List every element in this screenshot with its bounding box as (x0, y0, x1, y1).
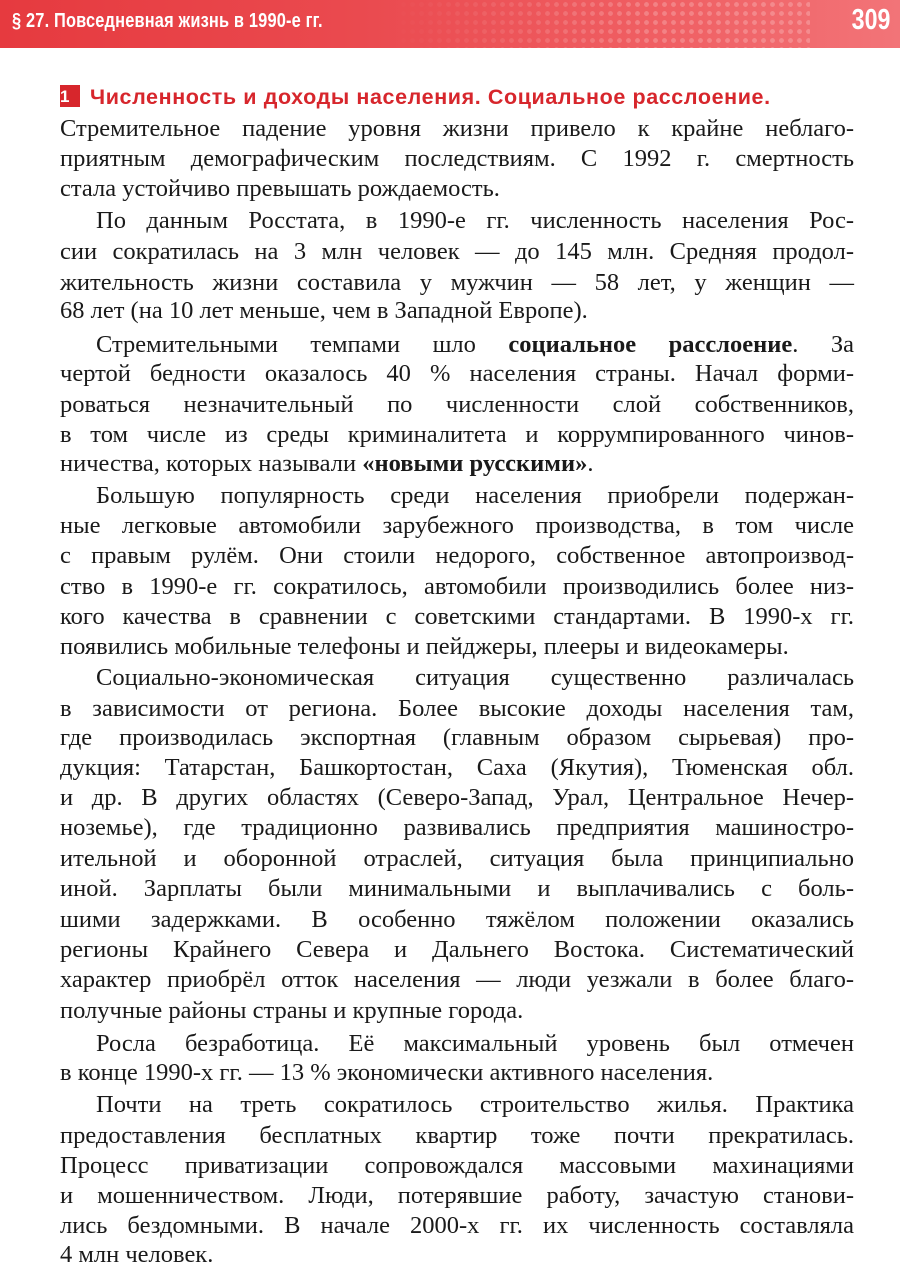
text-line: сии сократилась на 3 млн человек — до 145 млн. Средняя продол- (60, 238, 854, 265)
text-line: ноземье), где традиционно развивались предприятия машиностро- (60, 814, 854, 841)
text-line: ительной и оборонной отраслей, ситуация была принципиально (60, 845, 854, 872)
text-span: . (587, 450, 594, 477)
text-line: Большую популярность среди населения приобрели подержан- (96, 482, 854, 509)
text-line (60, 447, 854, 481)
text-line: получные районы страны и крупные города. (60, 997, 524, 1024)
text-line: Почти на треть сократилось строительство жилья. Практика (96, 1091, 854, 1118)
text-line: 68 лет (на 10 лет меньше, чем в Западной Европе). (60, 297, 588, 324)
text-span: ничества, которых называли (60, 450, 357, 477)
key-term: «новыми русскими» (362, 450, 588, 477)
text-line: и др. В других областях (Северо-Запад, Урал, Центральное Нечер- (60, 784, 854, 811)
text-line: стала устойчиво превышать рождаемость. (60, 175, 500, 202)
text-line: появились мобильные телефоны и пейджеры, плееры и видеокамеры. (60, 633, 789, 660)
text-line: в том числе из среды криминалитета и коррумпированного чинов- (60, 421, 854, 448)
section-title: Численность и доходы населения. Социальное расслоение. (90, 85, 771, 109)
text-line: кого качества в сравнении с советскими стандартами. В 1990-х гг. (60, 603, 854, 630)
text-line: регионы Крайнего Севера и Дальнего Востока. Систематический (60, 936, 854, 963)
text-line: ство в 1990-е гг. сократилось, автомобили производились более низ- (60, 573, 854, 600)
text-line: лись бездомными. В начале 2000-х гг. их численность составляла (60, 1212, 854, 1239)
text-line: иной. Зарплаты были минимальными и выплачивались с боль- (60, 875, 854, 902)
text-line: Процесс приватизации сопровождался массовыми махинациями (60, 1152, 854, 1179)
text-line: По данным Росстата, в 1990-е гг. численность населения Рос- (96, 207, 854, 234)
text-line: ные легковые автомобили зарубежного производства, в том числе (60, 512, 854, 539)
text-line: с правым рулём. Они стоили недорого, собственное автопроизвод- (60, 542, 854, 569)
section-number-badge: 1 (60, 85, 80, 107)
key-term: социальное расслоение (508, 331, 793, 358)
text-line: в конце 1990-х гг. — 13 % экономически активного населения. (60, 1059, 714, 1086)
text-line: в зависимости от региона. Более высокие доходы населения там, (60, 695, 854, 722)
text-line: Росла безработица. Её максимальный уровень был отмечен (96, 1030, 854, 1057)
text-line: предоставления бесплатных квартир тоже почти прекратилась. (60, 1122, 854, 1149)
text-span: . За (792, 331, 854, 358)
text-line: дукция: Татарстан, Башкортостан, Саха (Якутия), Тюменская обл. (60, 754, 854, 781)
text-line: характер приобрёл отток населения — люди уезжали в более благо- (60, 966, 854, 993)
page-number: 309 (851, 4, 890, 36)
text-line: чертой бедности оказалось 40 % населения страны. Начал форми- (60, 360, 854, 387)
text-line: шими задержками. В особенно тяжёлом положении оказались (60, 906, 854, 933)
text-line: 4 млн человек. (60, 1241, 214, 1268)
text-line: Социально-экономическая ситуация существенно различалась (96, 664, 854, 691)
text-line: Стремительное падение уровня жизни привело к крайне неблаго- (60, 115, 854, 142)
text-line: приятным демографическим последствиям. С 1992 г. смертность (60, 145, 854, 172)
section-heading (60, 80, 854, 114)
text-span: Стремительными темпами шло (96, 331, 476, 358)
text-line: жительность жизни составила у мужчин — 58 лет, у женщин — (60, 269, 854, 296)
text-line: роваться незначительный по численности слой собственников, (60, 391, 854, 418)
text-line: где производилась экспортная (главным образом сырьевая) про- (60, 724, 854, 751)
running-head: § 27. Повседневная жизнь в 1990-е гг. (12, 10, 323, 32)
text-line: и мошенничеством. Люди, потерявшие работу, зачастую станови- (60, 1182, 854, 1209)
